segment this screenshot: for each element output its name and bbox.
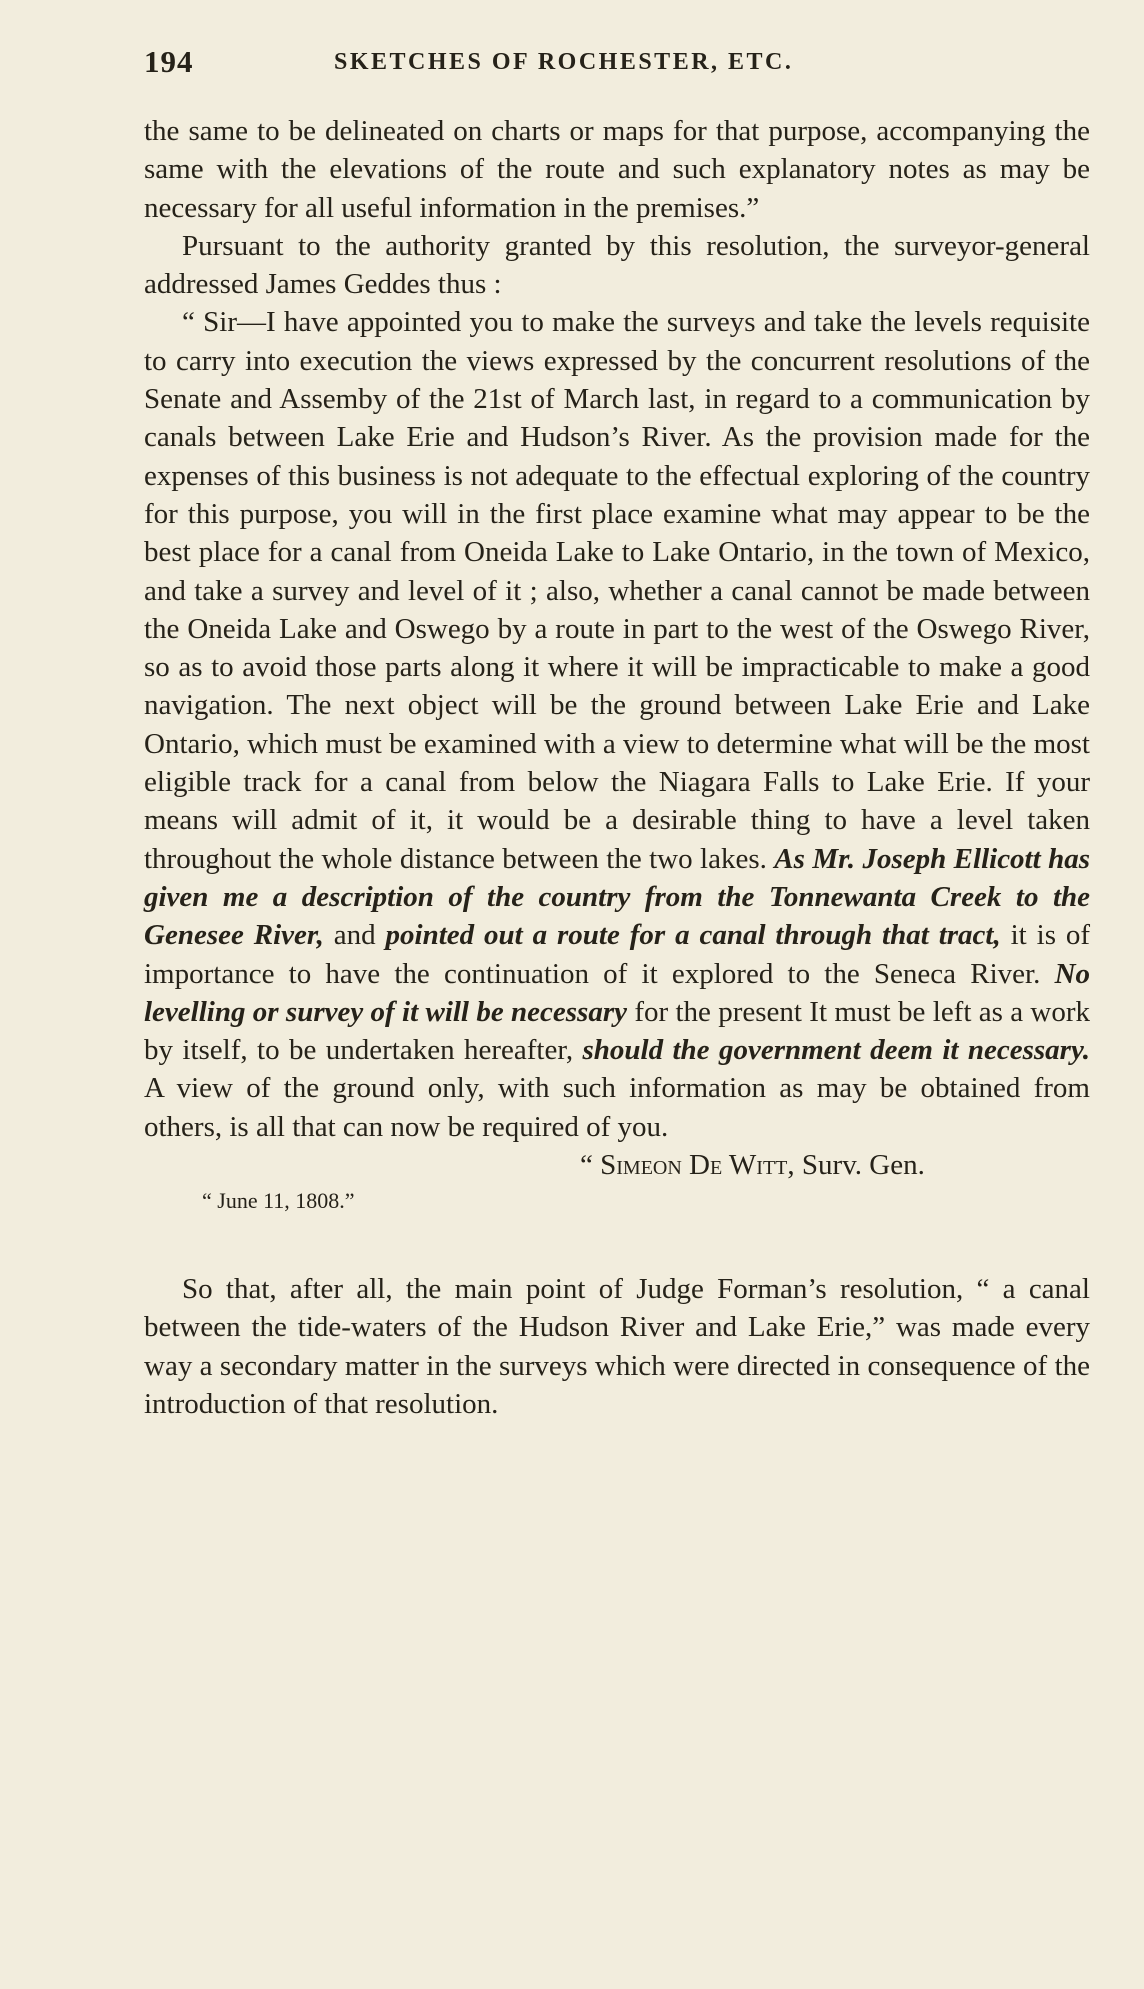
paragraph-surveyor: Pursuant to the authority granted by this resolution, the surveyor-general addressed James Geddes thus : bbox=[144, 229, 1090, 301]
signature-title: Surv. Gen. bbox=[801, 1149, 925, 1182]
paragraph-conclusion: So that, after all, the main point of Judge Forman’s resolution, “ a canal between the tide-waters of the Hudson River and Lake Erie,” was made every way a secondary matter in the surveys which were directed in consequence of the introduction of that resolution. bbox=[144, 1273, 1090, 1420]
page-body bbox=[144, 112, 1090, 1423]
letter-signature bbox=[144, 1146, 1090, 1184]
running-title: SKETCHES OF ROCHESTER, ETC. bbox=[334, 49, 794, 75]
letter-text-i: A view of the ground only, with such information as may be obtained from others, is all that can now be required of you. bbox=[144, 1072, 1090, 1143]
signature-name: Simeon De Witt, bbox=[600, 1149, 795, 1182]
letter-italic-route: pointed out a route for a canal through that tract, bbox=[385, 919, 1001, 952]
letter-paragraph bbox=[144, 303, 1090, 1146]
page-header bbox=[144, 44, 1094, 86]
letter-italic-levelling: No levelling or survey of it will be necessary bbox=[144, 957, 1091, 1028]
letter-text-e: it is of importance to have the continuation of it explored to the Seneca River. bbox=[144, 919, 1091, 990]
letter-italic-ellicott: As Mr. Joseph Ellicott has given me a description of the country from the Tonnewanta Creek to the Genesee River, bbox=[144, 842, 1091, 952]
letter-text-c: and bbox=[333, 919, 376, 952]
letter-date: “ June 11, 1808.” bbox=[202, 1188, 355, 1214]
signature-quote: “ bbox=[580, 1149, 593, 1182]
paragraph-continuation: the same to be delineated on charts or maps for that purpose, accompanying the same with the elevations of the route and such explanatory notes as may be necessary for all useful information in the premises.” bbox=[144, 115, 1090, 224]
letter-text-a: “ Sir—I have appointed you to make the surveys and take the levels requisite to carry into execution the views expressed by the concurrent resolutions of the Senate and Assemby of the 21st of March last, in regard to a communication by canals between Lake Erie and Hudson’s River. As the provision made for the expenses of this business is not adequate to the effectual exploring of the country for this purpose, you will in the first place examine what may appear to be the best place for a canal from Oneida Lake to Lake Ontario, in the town of Mexico, and take a survey and level of it ; also, whether a canal cannot be made between the Oneida Lake and Oswego by a route in part to the west of the Oswego River, so as to avoid those parts along it where it will be impracticable to make a good navigation. The next object will be the ground between Lake Erie and Lake Ontario, which must be examined with a view to determine what will be the most eligible track for a canal from below the Niagara Falls to Lake Erie. If your means will admit of it, it would be a desirable thing to have a level taken throughout the whole distance between the two lakes. bbox=[144, 306, 1090, 875]
page-number: 194 bbox=[144, 44, 194, 79]
letter-italic-government: should the government deem it necessary. bbox=[582, 1034, 1090, 1067]
letter-text-g: for the present It must be left as a work by itself, to be undertaken hereafter, bbox=[144, 995, 1091, 1067]
